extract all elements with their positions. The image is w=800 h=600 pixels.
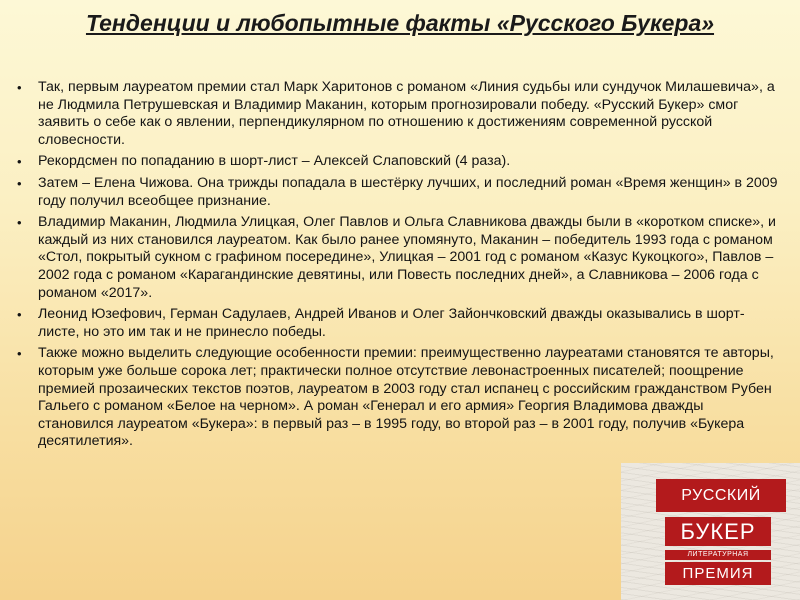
- list-item: [14, 79, 778, 149]
- bullet-icon: •: [17, 215, 22, 231]
- bullet-text: Затем – Елена Чижова. Она трижды попадала в шестёрку лучших, и последний роман «Время женщин» в 2009 году получил всеобщее признание.: [38, 174, 778, 209]
- bullet-icon: •: [17, 346, 22, 362]
- bullet-text: Так, первым лауреатом премии стал Марк Харитонов с романом «Линия судьбы или сундучок Милашевича», а не Людмила Петрушевская и Владимир Маканин, которым прогнозировали победу. «Русский Букер» смог заявить о себе как о явлении, перпендикулярном по отношению к достижениям современной русской словесности.: [38, 79, 775, 148]
- list-item: [14, 175, 778, 210]
- bullet-text: Также можно выделить следующие особенности премии: преимущественно лауреатами становятся те авторы, которым уже больше сорока лет; практически полное отсутствие левонастроенных писателей; поощрение премией прозаических текстов поэтов, лауреатом в 2003 году стал испанец с российским гражданством Рубен Гальего с романом «Белое на черном». А роман «Генерал и его армия» Георгия Владимова дважды становился лауреатом «Букера»: в первый раз – в 1995 году, во второй раз – в 2001 году, получив «Букера десятилетия».: [38, 345, 774, 450]
- bullet-text: Леонид Юзефович, Герман Садулаев, Андрей Иванов и Олег Зайончковский дважды оказывались в шорт-листе, но это им так и не принесло победы.: [38, 306, 745, 340]
- list-item: [14, 214, 778, 302]
- russian-booker-logo: [621, 463, 800, 600]
- logo-line-buker: БУКЕР: [665, 517, 771, 546]
- bullet-list: [14, 79, 778, 455]
- bullet-text: Рекордсмен по попаданию в шорт-лист – Алексей Слаповский (4 раза).: [38, 153, 511, 170]
- bullet-icon: •: [17, 80, 22, 95]
- logo-line-premiya: ПРЕМИЯ: [665, 562, 771, 585]
- list-item: [14, 306, 778, 341]
- logo-line-literaturnaya: ЛИТЕРАТУРНАЯ: [665, 550, 771, 560]
- slide-title: Тенденции и любопытные факты «Русского Букера»: [85, 10, 715, 36]
- logo-line-russkiy: РУССКИЙ: [656, 479, 786, 512]
- bullet-icon: •: [17, 307, 22, 323]
- list-item: [14, 345, 778, 451]
- bullet-text: Владимир Маканин, Людмила Улицкая, Олег Павлов и Ольга Славникова дважды были в «коротком списке», и каждый из них становился лауреатом. Как было ранее упомянуто, Маканин – победитель 1993 года с романом «Стол, покрытый сукном с графином посередине», Улицкая – 2001 год с романом «Казус Кукоцкого», Павлов – 2002 года с романом «Карагандинские девятины, или Повесть последних дней», а Славникова – 2006 года с романом «2017».: [38, 214, 776, 301]
- bullet-icon: •: [17, 175, 22, 191]
- bullet-icon: •: [17, 154, 22, 170]
- list-item: [14, 153, 778, 171]
